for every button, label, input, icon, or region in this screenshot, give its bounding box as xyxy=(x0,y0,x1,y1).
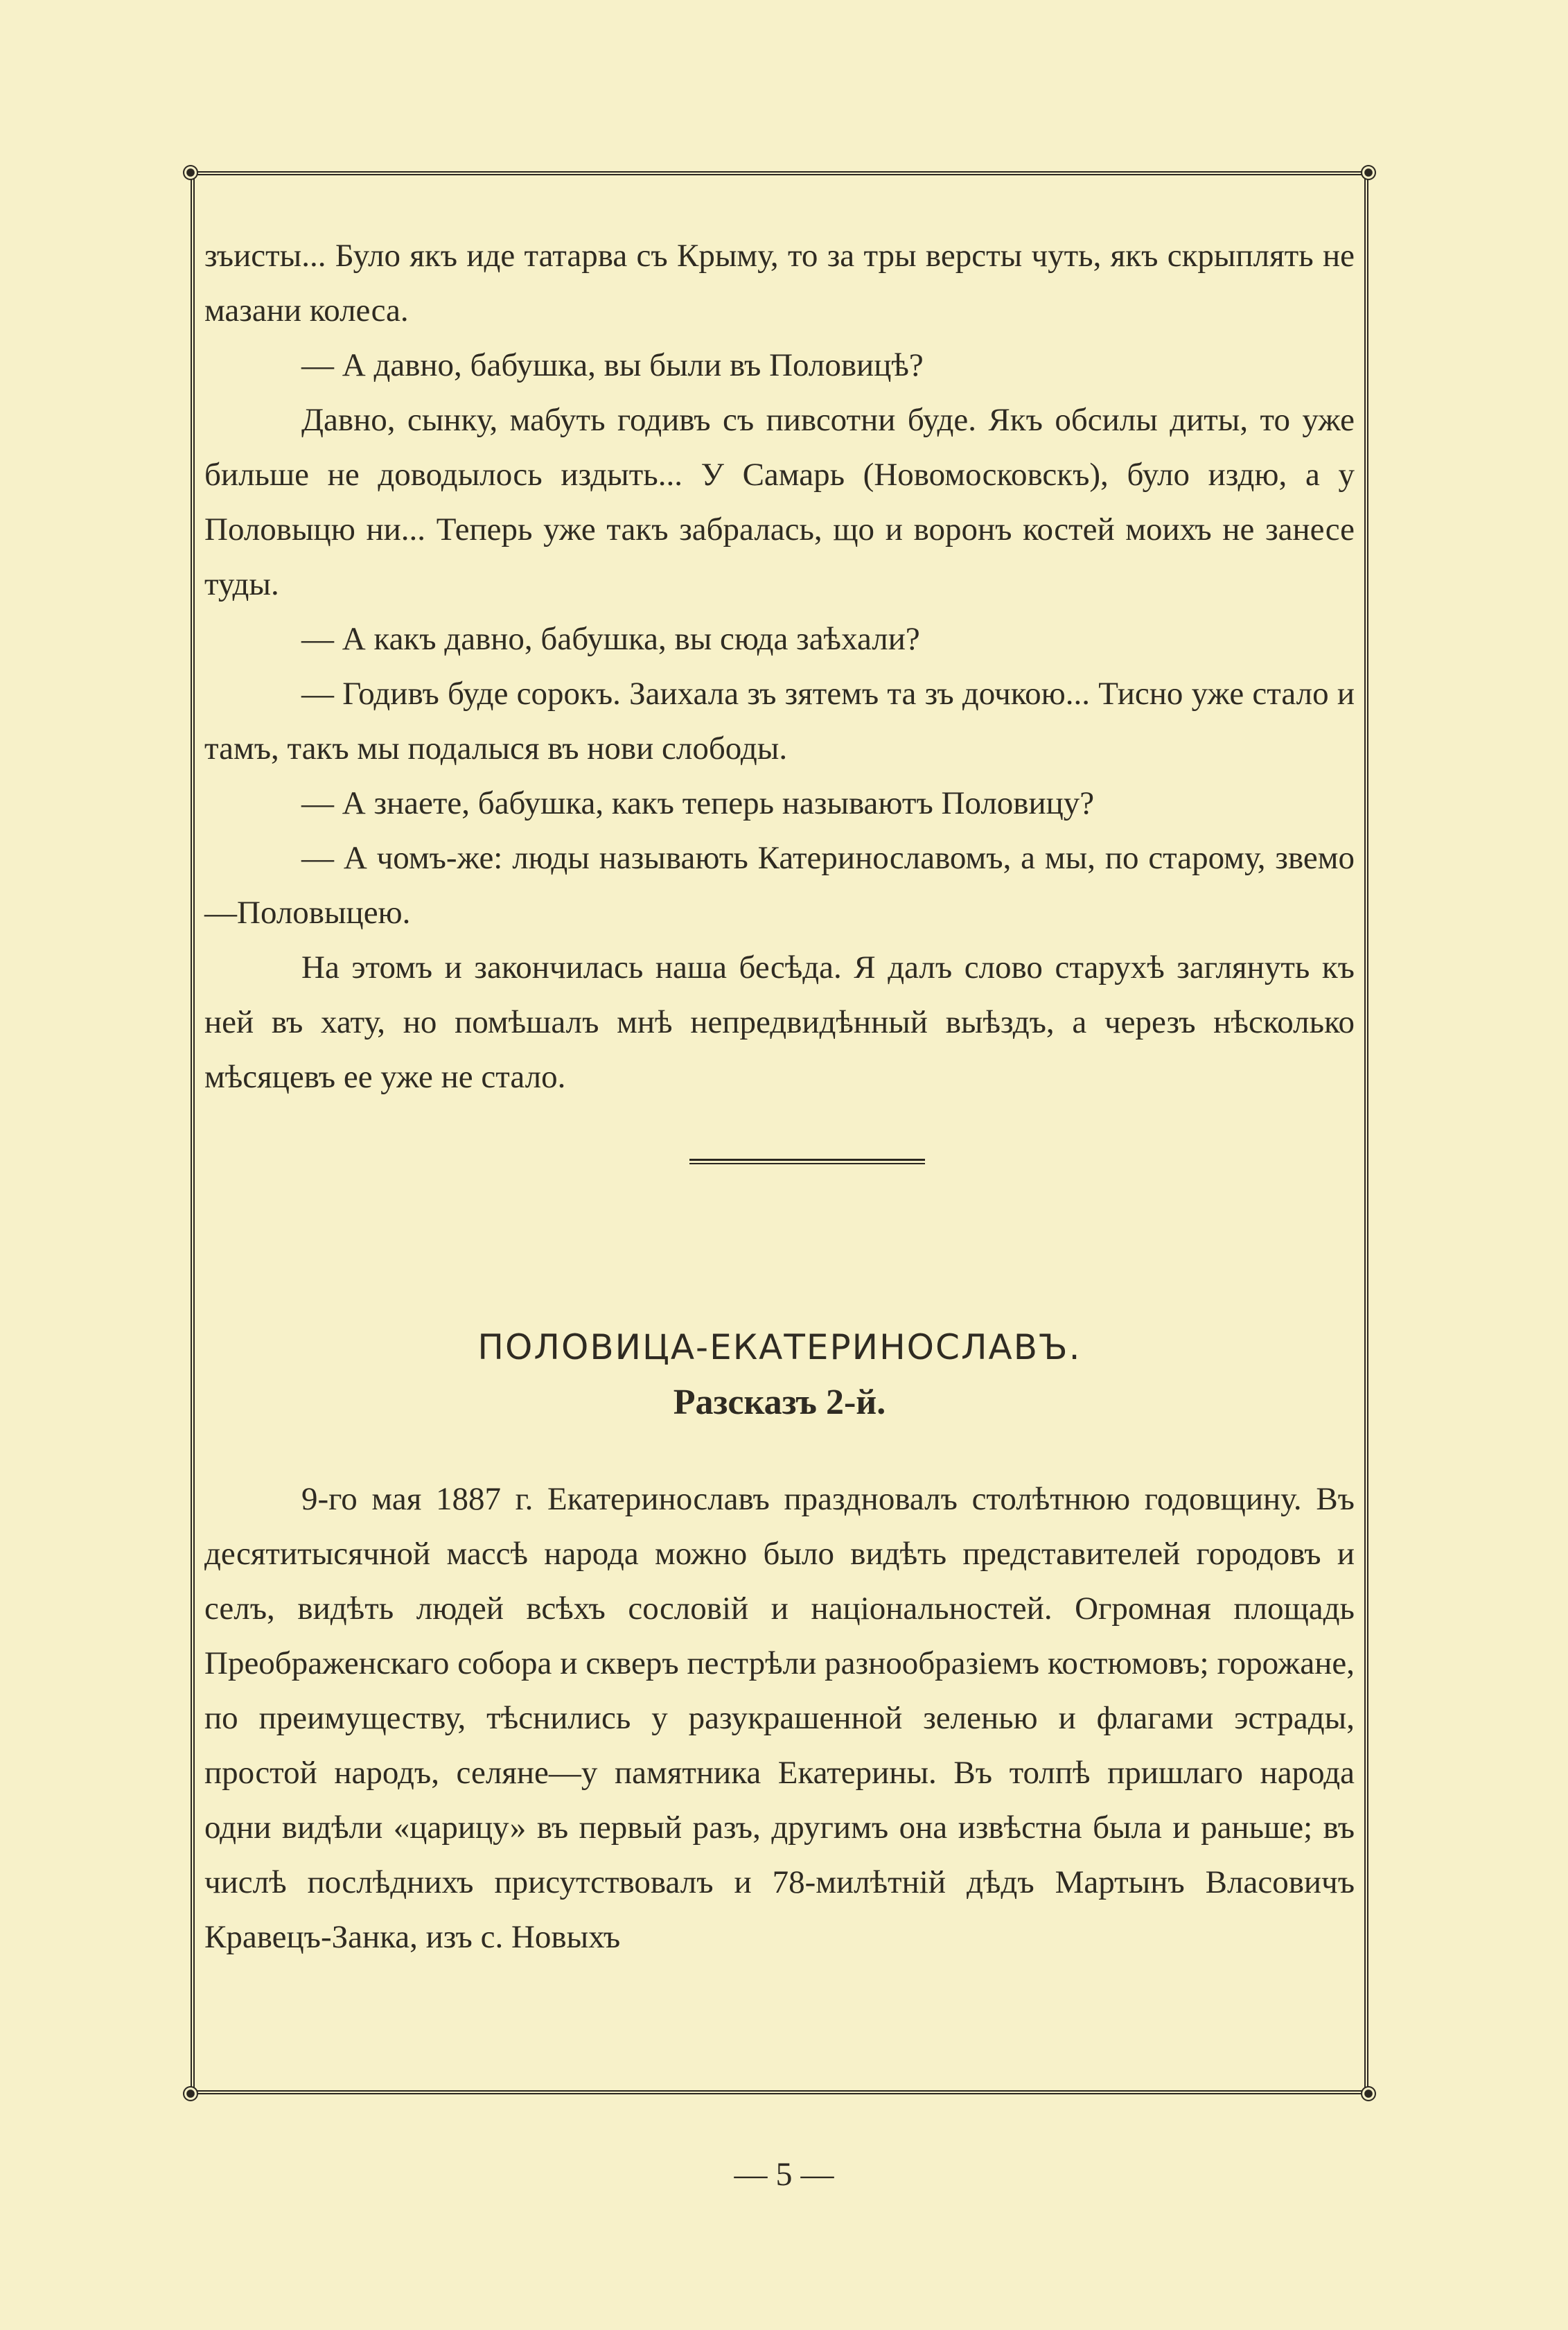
section-title: ПОЛОВИЦА-ЕКАТЕРИНОСЛАВЪ. xyxy=(477,1327,1082,1367)
paragraph: зъисты... Було якъ иде татарва съ Крыму, то за тры версты чуть, якъ скрыплять не мазани колеса. xyxy=(204,238,1355,329)
paragraph: — А давно, бабушка, вы были въ Половицѣ? xyxy=(301,347,924,383)
section-divider xyxy=(204,1105,1355,1223)
paragraph: — Годивъ буде сорокъ. Заихала зъ зятемъ та зъ дочкою... Тисно уже стало и тамъ, такъ мы подалыся въ нови слободы. xyxy=(204,676,1355,767)
corner-ornament-icon xyxy=(183,165,198,180)
section-subtitle: Разсказъ 2-й. xyxy=(673,1383,886,1422)
page-number: — 5 — xyxy=(734,2156,834,2193)
corner-ornament-icon xyxy=(1361,2086,1376,2101)
paragraph: — А чомъ-же: люды называють Катеринославомъ, а мы, по старому, звемо—Половыцею. xyxy=(204,840,1355,931)
paragraph: — А знаете, бабушка, какъ теперь называютъ Половицу? xyxy=(301,785,1095,821)
divider-line xyxy=(689,1159,925,1164)
page-content xyxy=(204,229,1355,1965)
paragraph: 9-го мая 1887 г. Екатеринославъ праздновалъ столѣтнюю годовщину. Въ десятитысячной массѣ народа можно было видѣть представителей городовъ и селъ, видѣть людей всѣхъ сословій и національностей. Огромная площадь Преображенскаго собора и скверъ пестрѣли разнообразіемъ костюмовъ; горожане, по преимуществу, тѣснились у разукрашенной зеленью и флагами эстрады, простой народъ, селяне—у памятника Екатерины. Въ толпѣ пришлаго народа одни видѣли «царицу» въ первый разъ, другимъ она извѣстна была и раньше; въ числѣ послѣднихъ присутствовалъ и 78-милѣтній дѣдъ Мартынъ Власовичъ Кравецъ-Занка, изъ с. Новыхъ xyxy=(204,1481,1355,1955)
paragraph: — А какъ давно, бабушка, вы сюда заѣхали? xyxy=(301,621,920,657)
corner-ornament-icon xyxy=(183,2086,198,2101)
paragraph: Давно, сынку, мабуть годивъ съ пивсотни буде. Якъ обсилы диты, то уже бильше не доводылось издыть... У Самарь (Новомосковскъ), було издю, а у Половыцю ни... Теперь уже такъ забралась, що и воронъ костей моихъ не занесе туды. xyxy=(204,402,1355,602)
paragraph: На этомъ и закончилась наша бесѣда. Я далъ слово старухѣ заглянуть къ ней въ хату, но помѣшалъ мнѣ непредвидѣнный выѣздъ, а черезъ нѣсколько мѣсяцевъ ее уже не стало. xyxy=(204,949,1355,1095)
corner-ornament-icon xyxy=(1361,165,1376,180)
